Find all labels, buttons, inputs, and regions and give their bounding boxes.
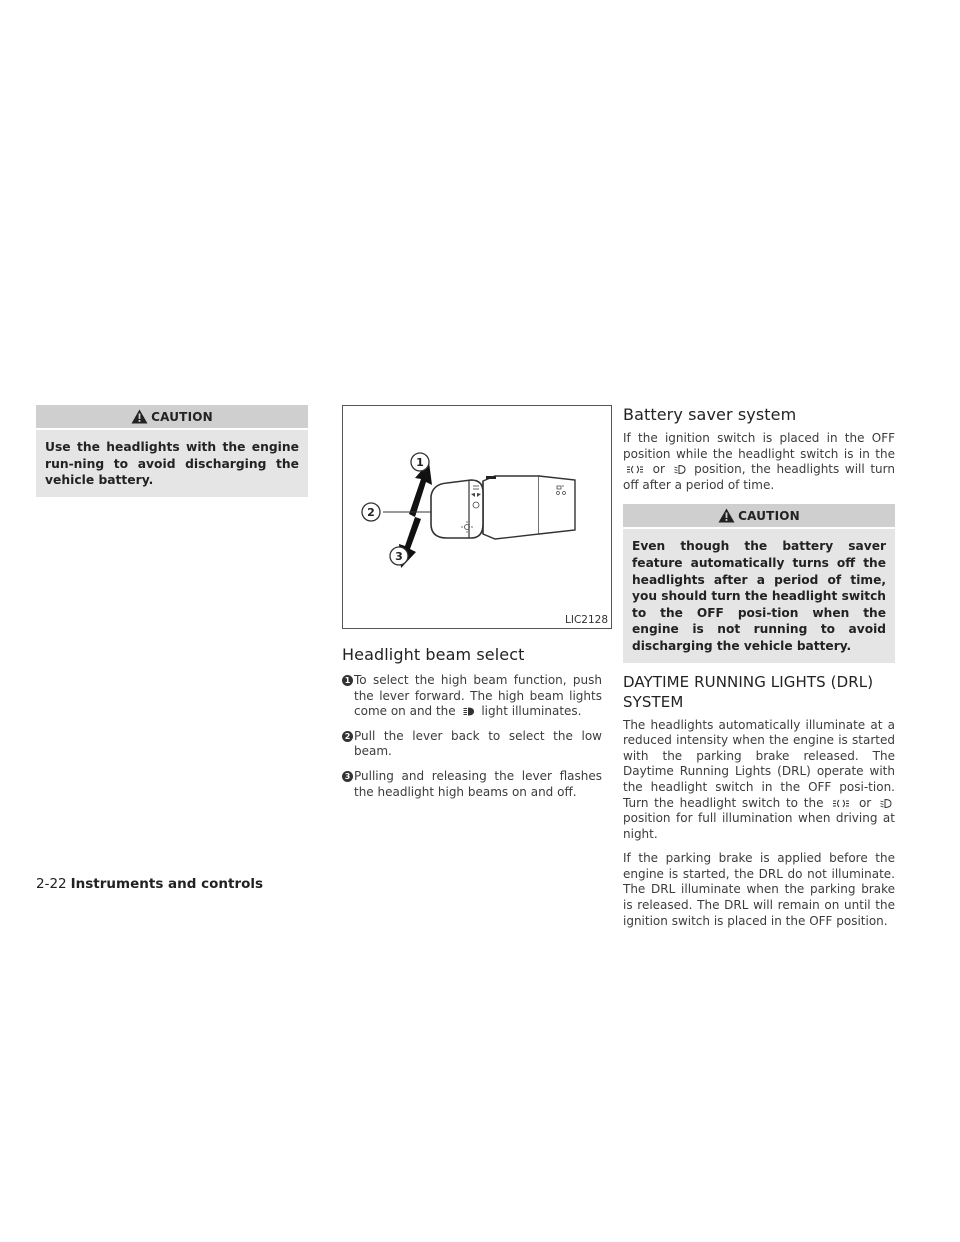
right-column <box>623 405 895 929</box>
headlight-lever-illustration <box>343 406 611 628</box>
list-item <box>342 673 602 720</box>
warning-triangle-icon <box>718 508 735 523</box>
callout-1: 1 <box>416 456 424 469</box>
section-title-battery-saver: Battery saver system <box>623 405 797 424</box>
item-text: To select the high beam function, push the lever forward. The high beam lights come on and the <box>354 673 602 719</box>
caution-body: Use the headlights with the engine run-ning to avoid discharging the vehicle battery. <box>36 430 308 497</box>
parking-light-icon <box>832 799 850 808</box>
warning-triangle-icon <box>131 409 148 424</box>
high-beam-icon <box>463 707 475 716</box>
item-number: 1 <box>342 675 353 686</box>
figure-code: LIC2128 <box>565 614 608 626</box>
middle-column <box>342 405 608 809</box>
page-number: 2-22 <box>36 876 67 892</box>
caution-heading <box>36 405 308 428</box>
caution-box <box>623 504 895 662</box>
headlight-icon <box>674 465 686 474</box>
caution-heading <box>623 504 895 527</box>
left-column <box>36 405 308 497</box>
parking-light-icon <box>626 465 644 474</box>
item-text: Pull the lever back to select the low beam. <box>354 728 602 759</box>
callout-2: 2 <box>367 506 375 519</box>
caution-heading-text: CAUTION <box>151 409 213 424</box>
page-footer <box>36 876 263 892</box>
drl-paragraph-1: The headlights automatically illuminate at a reduced intensity when the engine is started with the parking brake released. The Daytime Running Lights (DRL) operate with the headlight switch in the OFF posi-tion. Turn the headlight switch to the or position for full illumination when driving at night. <box>623 717 895 841</box>
list-item <box>342 769 602 800</box>
caution-heading-text: CAUTION <box>738 508 800 523</box>
battery-saver-text: If the ignition switch is placed in the OFF position while the headlight switch is in the or position, the headlights will turn off after a period of time. <box>623 431 895 492</box>
callout-3: 3 <box>395 550 403 563</box>
drl-paragraph-2: If the parking brake is applied before the engine is started, the DRL do not illuminate. The DRL illuminate when the parking brake is released. The DRL will remain on until the ignition switch is placed in the OFF position. <box>623 851 895 928</box>
headlight-lever-figure <box>342 405 612 629</box>
headlight-icon <box>880 799 892 808</box>
list-item <box>342 729 602 760</box>
item-text: Pulling and releasing the lever flashes the headlight high beams on and off. <box>354 768 602 799</box>
section-title-drl: DAYTIME RUNNING LIGHTS (DRL) SYSTEM <box>623 672 874 711</box>
item-text-after: light illuminates. <box>481 704 582 719</box>
section-title-headlight-beam: Headlight beam select <box>342 645 525 664</box>
item-number: 2 <box>342 731 353 742</box>
caution-body: Even though the battery saver feature automatically turns off the headlights after a period of time, you should turn the headlight switch to the OFF posi-tion when the engine is not running to avoid discharging the vehicle battery. <box>623 529 895 662</box>
section-name: Instruments and controls <box>70 876 264 892</box>
item-number: 3 <box>342 771 353 782</box>
